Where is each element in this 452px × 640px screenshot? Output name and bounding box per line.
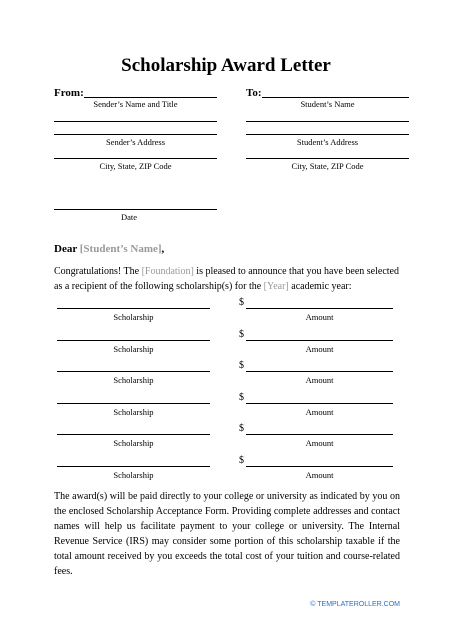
greeting-suffix: , [161, 243, 165, 255]
from-name-line[interactable] [84, 97, 217, 98]
from-city-line[interactable] [54, 158, 217, 159]
dollar-sign: $ [239, 297, 244, 308]
intro-text-2: is pleased to announce that you have been selected as a recipient of the following scholarship(s) for the [54, 266, 399, 292]
amount-caption: Amount [305, 470, 334, 480]
amount-caption: Amount [305, 344, 334, 354]
from-address-line-2[interactable] [54, 134, 217, 135]
from-city-caption: City, State, ZIP Code [99, 161, 172, 171]
to-city-line[interactable] [246, 158, 409, 159]
greeting-prefix: Dear [54, 243, 80, 255]
footer [310, 601, 400, 608]
intro-text-1: Congratulations! The [54, 266, 142, 277]
amount-caption: Amount [305, 438, 334, 448]
copyright-symbol: © [310, 601, 316, 608]
dollar-sign: $ [239, 392, 244, 403]
amount-line[interactable] [246, 340, 393, 341]
from-address-caption: Sender’s Address [105, 137, 166, 147]
dollar-sign: $ [239, 329, 244, 340]
scholarship-caption: Scholarship [113, 344, 154, 354]
from-name-caption: Sender’s Name and Title [93, 99, 178, 109]
to-address-caption: Student’s Address [296, 137, 359, 147]
amount-line[interactable] [246, 403, 393, 404]
scholarship-line[interactable] [57, 434, 210, 435]
to-name-caption: Student’s Name [300, 99, 355, 109]
scholarship-caption: Scholarship [113, 375, 154, 385]
dollar-sign: $ [239, 455, 244, 466]
amount-caption: Amount [305, 407, 334, 417]
scholarship-line[interactable] [57, 308, 210, 309]
amount-line[interactable] [246, 308, 393, 309]
amount-caption: Amount [305, 312, 334, 322]
scholarship-caption: Scholarship [113, 312, 154, 322]
amount-line[interactable] [246, 434, 393, 435]
scholarship-caption: Scholarship [113, 407, 154, 417]
dollar-sign: $ [239, 423, 244, 434]
intro-paragraph [54, 264, 400, 294]
greeting [54, 243, 164, 255]
amount-line[interactable] [246, 466, 393, 467]
document-title: Scholarship Award Letter [121, 55, 331, 76]
scholarship-line[interactable] [57, 340, 210, 341]
scholarship-line[interactable] [57, 403, 210, 404]
closing-paragraph: The award(s) will be paid directly to your college or university as indicated by you on the enclosed Scholarship Acceptance Form. Providing complete addresses and contact names will help us facilitate payment to your college or university. The Internal Revenue Service (IRS) may consider some portion of this scholarship taxable if the total amount received by you exceeds the total cost of your tuition and course-related fees. [54, 491, 400, 577]
amount-caption: Amount [305, 375, 334, 385]
from-label: From: [54, 87, 84, 99]
date-caption: Date [120, 212, 138, 222]
amount-line[interactable] [246, 371, 393, 372]
scholarship-line[interactable] [57, 466, 210, 467]
dollar-sign: $ [239, 360, 244, 371]
to-address-line-1[interactable] [246, 121, 409, 122]
year-placeholder[interactable]: [Year] [263, 281, 289, 292]
to-label: To: [246, 87, 262, 99]
date-line[interactable] [54, 209, 217, 210]
to-city-caption: City, State, ZIP Code [291, 161, 364, 171]
foundation-placeholder[interactable]: [Foundation] [141, 266, 194, 277]
footer-site-link[interactable]: TEMPLATEROLLER.COM [317, 601, 400, 608]
scholarship-line[interactable] [57, 371, 210, 372]
to-address-line-2[interactable] [246, 134, 409, 135]
scholarship-caption: Scholarship [113, 470, 154, 480]
scholarship-caption: Scholarship [113, 438, 154, 448]
from-address-line-1[interactable] [54, 121, 217, 122]
intro-text-3: academic year: [288, 281, 352, 292]
student-name-placeholder[interactable]: [Student’s Name] [79, 243, 162, 255]
to-name-line[interactable] [262, 97, 409, 98]
